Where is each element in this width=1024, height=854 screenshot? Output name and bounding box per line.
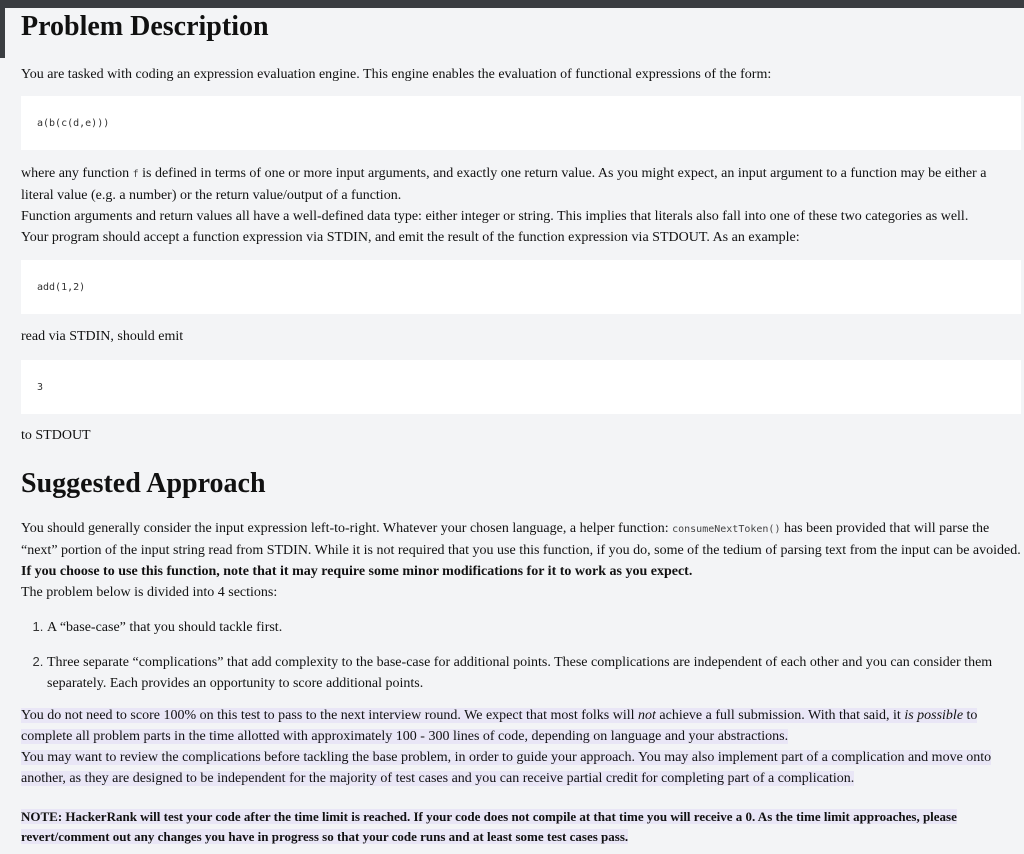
inline-code-consume-next-token: consumeNextToken()	[672, 524, 781, 535]
code-block-expression: a(b(c(d,e)))	[21, 96, 1021, 150]
problem-paragraph-stdout: to STDOUT	[21, 428, 91, 443]
code-block-add-example: add(1,2)	[21, 260, 1021, 314]
problem-paragraph-read: read via STDIN, should emit	[21, 329, 184, 344]
highlight-text: You do not need to score 100% on this test to pass to the next interview round. We expect that most folks will	[21, 708, 638, 723]
paragraph-text: where any function	[21, 166, 133, 181]
highlight-text: to complete all problem parts in the time allotted with approximately 100 - 300 lines of code, depending on language and your abstractions.	[21, 708, 978, 744]
problem-paragraph-stdin: Your program should accept a function expression via STDIN, and emit the result of the function expression via STDOUT. As an example:	[21, 230, 800, 245]
approach-highlight-score	[21, 705, 1021, 747]
approach-section-list	[21, 616, 1021, 694]
highlight-italic-not: not	[638, 708, 656, 723]
approach-highlight-review	[21, 747, 1021, 789]
window-top-bar	[0, 0, 1024, 8]
problem-title: Problem Description	[21, 11, 269, 42]
approach-paragraph-left-to-right	[21, 518, 1021, 561]
hackerrank-note	[21, 807, 1021, 847]
approach-sections-intro: The problem below is divided into 4 sections:	[21, 585, 278, 600]
paragraph-text: has been provided that will parse the “next” portion of the input string read from STDIN. While it is not required that you use this function, if you do, some of the tedium of parsing text from the input can be avoided.	[21, 521, 1021, 558]
list-item: 1. A “base-case” that you should tackle first.	[47, 616, 1021, 638]
inline-code-f: f	[132, 169, 139, 180]
list-item: 2. Three separate “complications” that add complexity to the base-case for additional points. These complications are independent of each other and you can consider them separately. Each provides an opportunity to score additional points.	[47, 651, 1021, 694]
note-text: NOTE: HackerRank will test your code after the time limit is reached. If your code does not compile at that time you will receive a 0. As the time limit approaches, please revert/comment out any changes you have in progress so that your code runs and at least some test cases pass.	[21, 809, 957, 844]
approach-title: Suggested Approach	[21, 468, 266, 499]
paragraph-text: is defined in terms of one or more input arguments, and exactly one return value. As you might expect, an input argument to a function may be either a literal value (e.g. a number) or the return value/output of a function.	[21, 166, 987, 203]
highlight-italic-possible: is possible	[904, 708, 964, 723]
problem-intro: You are tasked with coding an expression evaluation engine. This engine enables the evaluation of functional expressions of the form:	[21, 67, 772, 82]
window-left-accent	[0, 8, 5, 58]
approach-bold-note: If you choose to use this function, note that it may require some minor modifications for it to work as you expect.	[21, 564, 693, 579]
highlight-text: achieve a full submission. With that said, it	[655, 708, 905, 723]
problem-content	[21, 8, 1021, 847]
problem-paragraph-types: Function arguments and return values all have a well-defined data type: either integer or string. This implies that literals also fall into one of these two categories as well.	[21, 209, 969, 224]
code-block-output: 3	[21, 360, 1021, 414]
highlight-text: You may want to review the complications before tackling the base problem, in order to guide your approach. You may also implement part of a complication and move onto another, as they are designed to be independent for the majority of test cases and you can receive partial credit for completing part of a complication.	[21, 750, 992, 786]
paragraph-text: You should generally consider the input expression left-to-right. Whatever your chosen language, a helper function:	[21, 521, 673, 536]
problem-paragraph-functions	[21, 163, 1021, 206]
